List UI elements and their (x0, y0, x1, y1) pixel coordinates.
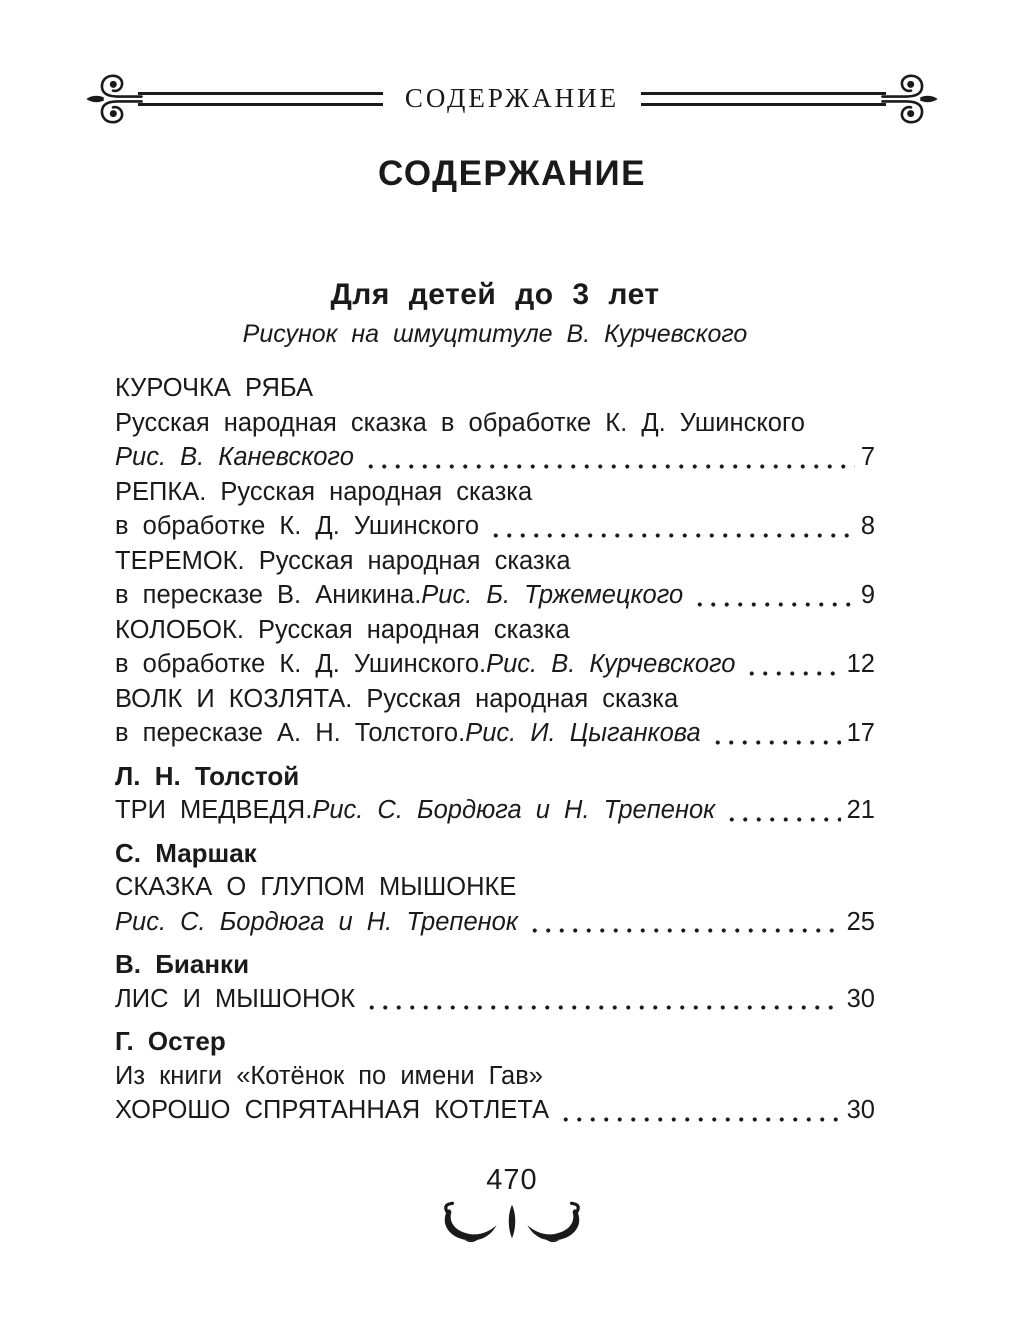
dot-leader (361, 1004, 841, 1011)
toc-title-line (115, 905, 875, 940)
toc-title-line (115, 613, 875, 648)
toc-title-line (115, 509, 875, 544)
toc-title-line (115, 440, 875, 475)
toc-title-line (115, 793, 875, 828)
toc-text-segment: Рис. С. Бордюга и Н. Трепенок (115, 907, 518, 936)
toc-title-line (115, 870, 875, 905)
toc-title-line (115, 682, 875, 717)
contents-column (115, 278, 875, 1128)
toc-text-segment: ЛИС И МЫШОНОК (115, 984, 356, 1013)
toc-text-segment: Рис. И. Цыганкова (465, 719, 701, 747)
header-ornament (84, 54, 940, 144)
toc-page-number: 17 (846, 719, 875, 747)
page-title: СОДЕРЖАНИЕ (377, 154, 646, 193)
dot-leader (555, 1116, 840, 1123)
toc-title-line (115, 982, 875, 1017)
toc-list (115, 371, 875, 1128)
toc-title-line (115, 544, 875, 579)
toc-page-number: 8 (860, 512, 875, 540)
toc-page-number: 30 (846, 1096, 875, 1124)
dot-leader (485, 532, 855, 539)
toc-text-segment: в пересказе В. Аникина. (115, 581, 422, 609)
toc-text-segment: С. Маршак (115, 837, 257, 868)
toc-text-segment: Рис. В. Каневского (115, 443, 354, 471)
toc-title-line (115, 578, 875, 613)
toc-text-segment: Рис. В. Курчевского (486, 650, 736, 678)
toc-entry (115, 544, 875, 613)
dot-leader (721, 816, 840, 823)
swash-tailpiece-icon (427, 1199, 597, 1249)
scroll-flourish-icon-mirrored (878, 55, 940, 143)
header-rule-left (138, 92, 383, 106)
toc-entry (115, 613, 875, 682)
toc-title-line (115, 371, 875, 406)
folio-page-number: 470 (486, 1163, 538, 1196)
toc-text-segment: ТЕРЕМОК. Русская народная сказка (115, 546, 571, 575)
dot-leader (707, 739, 841, 746)
toc-page-number: 25 (846, 907, 875, 936)
toc-author-line (115, 836, 875, 871)
toc-entry (115, 1024, 875, 1128)
toc-entry (115, 947, 875, 1016)
toc-title-line (115, 475, 875, 510)
toc-text-segment: в пересказе А. Н. Толстого. (115, 719, 466, 747)
toc-text-segment: в обработке К. Д. Ушинского. (115, 650, 487, 678)
toc-text-segment: ВОЛК И КОЗЛЯТА. Русская народная сказка (115, 684, 679, 713)
section-heading: Для детей до 3 лет (330, 278, 660, 311)
toc-author-line (115, 947, 875, 982)
toc-page-number: 12 (846, 650, 875, 678)
toc-text-segment: Л. Н. Толстой (115, 760, 300, 791)
toc-title-line (115, 716, 875, 751)
book-page (0, 54, 1024, 1341)
toc-text-segment: в обработке К. Д. Ушинского (115, 512, 479, 540)
toc-entry (115, 475, 875, 544)
toc-page-number: 21 (846, 796, 875, 824)
toc-entry (115, 371, 875, 475)
dot-leader (741, 670, 840, 677)
dot-leader (524, 927, 841, 934)
toc-title-line (115, 647, 875, 682)
toc-text-segment: ТРИ МЕДВЕДЯ. (115, 796, 313, 824)
toc-page-number: 7 (860, 443, 875, 471)
toc-entry (115, 836, 875, 940)
toc-text-segment: Г. Остер (115, 1026, 226, 1056)
toc-text-segment: ХОРОШО СПРЯТАННАЯ КОТЛЕТА (115, 1096, 550, 1124)
dot-leader (689, 601, 855, 608)
toc-text-segment: Рис. Б. Тржемецкого (421, 581, 684, 609)
running-head: СОДЕРЖАНИЕ (404, 82, 620, 113)
toc-text-segment: Из книги «Котёнок по имени Гав» (115, 1061, 543, 1090)
toc-entry (115, 759, 875, 828)
toc-text-segment: СКАЗКА О ГЛУПОМ МЫШОНКЕ (115, 873, 517, 901)
toc-title-line (115, 1059, 875, 1094)
toc-text-segment: КОЛОБОК. Русская народная сказка (115, 615, 570, 644)
toc-title-line (115, 1093, 875, 1128)
page-footer (0, 1164, 1024, 1254)
scroll-flourish-icon (84, 55, 146, 143)
toc-text-segment: Русская народная сказка в обработке К. Д. Ушинского (115, 408, 805, 437)
section-subtitle: Рисунок на шмуцтитуле В. Курчевского (242, 320, 748, 348)
header-rule-right (641, 92, 886, 106)
toc-text-segment: Рис. С. Бордюга и Н. Трепенок (312, 796, 716, 824)
toc-author-line (115, 1024, 875, 1059)
toc-text-segment: РЕПКА. Русская народная сказка (115, 477, 533, 506)
toc-text-segment: В. Бианки (115, 949, 250, 979)
toc-page-number: 9 (860, 581, 875, 609)
toc-entry (115, 682, 875, 751)
dot-leader (360, 463, 855, 470)
toc-page-number: 30 (846, 984, 875, 1013)
toc-author-line (115, 759, 875, 794)
toc-title-line (115, 406, 875, 441)
toc-text-segment: КУРОЧКА РЯБА (115, 374, 314, 402)
